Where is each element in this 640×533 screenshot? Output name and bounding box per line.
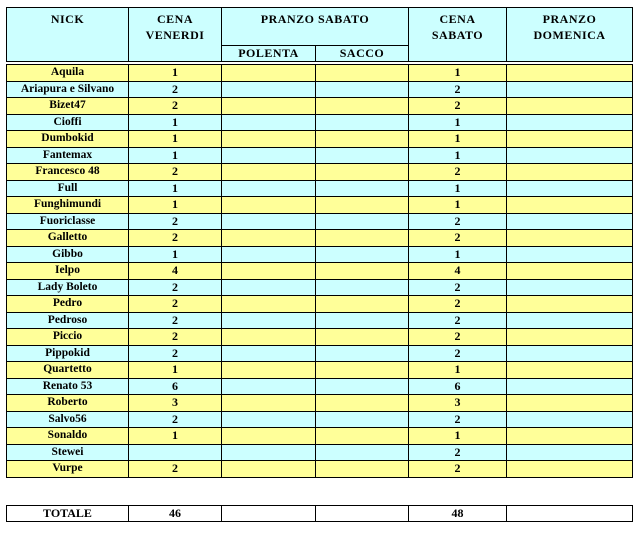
cell-polenta	[222, 147, 316, 164]
cell-polenta	[222, 345, 316, 362]
cell-cena-sabato: 1	[409, 180, 507, 197]
table-row	[7, 98, 633, 115]
cell-sacco	[316, 296, 409, 313]
cell-nick: Sonaldo	[7, 428, 129, 445]
cell-polenta	[222, 114, 316, 131]
cell-cena-venerdi: 1	[129, 147, 222, 164]
cell-cena-sabato: 2	[409, 329, 507, 346]
cell-polenta	[222, 428, 316, 445]
cell-polenta	[222, 180, 316, 197]
cell-cena-sabato: 1	[409, 428, 507, 445]
totals-section	[6, 505, 633, 522]
cell-sacco	[316, 428, 409, 445]
cell-sacco	[316, 263, 409, 280]
cell-pranzo-domenica	[507, 114, 633, 131]
cell-nick: Pedro	[7, 296, 129, 313]
table-row	[7, 444, 633, 461]
cell-nick: Salvo56	[7, 411, 129, 428]
cell-polenta	[222, 362, 316, 379]
cell-cena-sabato: 2	[409, 296, 507, 313]
cell-nick: Pippokid	[7, 345, 129, 362]
cell-pranzo-domenica	[507, 147, 633, 164]
cell-nick: Dumbokid	[7, 131, 129, 148]
cell-cena-venerdi: 1	[129, 131, 222, 148]
table-row	[7, 213, 633, 230]
cell-sacco	[316, 197, 409, 214]
cell-sacco	[316, 279, 409, 296]
table-row	[7, 461, 633, 478]
table-row	[7, 81, 633, 98]
totals-label: TOTALE	[7, 506, 129, 522]
header-pranzo-domenica: PRANZO DOMENICA	[507, 8, 633, 62]
cell-nick: Quartetto	[7, 362, 129, 379]
cell-pranzo-domenica	[507, 246, 633, 263]
cell-pranzo-domenica	[507, 444, 633, 461]
cell-cena-sabato: 4	[409, 263, 507, 280]
cell-sacco	[316, 312, 409, 329]
table-row	[7, 345, 633, 362]
cell-pranzo-domenica	[507, 164, 633, 181]
cell-cena-venerdi: 2	[129, 230, 222, 247]
cell-cena-sabato: 2	[409, 312, 507, 329]
cell-cena-sabato: 1	[409, 362, 507, 379]
cell-polenta	[222, 246, 316, 263]
cell-polenta	[222, 230, 316, 247]
cell-pranzo-domenica	[507, 312, 633, 329]
cell-pranzo-domenica	[507, 428, 633, 445]
cell-nick: Cioffi	[7, 114, 129, 131]
cell-polenta	[222, 296, 316, 313]
cell-cena-sabato: 1	[409, 65, 507, 82]
cell-sacco	[316, 131, 409, 148]
cell-polenta	[222, 131, 316, 148]
cell-polenta	[222, 65, 316, 82]
cell-cena-venerdi: 2	[129, 98, 222, 115]
cell-nick: Fantemax	[7, 147, 129, 164]
cell-nick: Full	[7, 180, 129, 197]
cell-sacco	[316, 395, 409, 412]
cell-cena-venerdi: 1	[129, 180, 222, 197]
cell-cena-venerdi: 2	[129, 296, 222, 313]
table-row	[7, 378, 633, 395]
cell-cena-sabato: 3	[409, 395, 507, 412]
cell-nick: Lady Boleto	[7, 279, 129, 296]
cell-polenta	[222, 312, 316, 329]
cell-polenta	[222, 164, 316, 181]
cell-cena-venerdi: 3	[129, 395, 222, 412]
cell-cena-venerdi: 2	[129, 164, 222, 181]
cell-polenta	[222, 444, 316, 461]
cell-pranzo-domenica	[507, 98, 633, 115]
cell-pranzo-domenica	[507, 263, 633, 280]
cell-cena-sabato: 2	[409, 81, 507, 98]
cell-nick: Ariapura e Silvano	[7, 81, 129, 98]
table-row	[7, 147, 633, 164]
cell-nick: Francesco 48	[7, 164, 129, 181]
cell-cena-sabato: 2	[409, 411, 507, 428]
cell-sacco	[316, 230, 409, 247]
cell-cena-venerdi: 4	[129, 263, 222, 280]
table-row	[7, 180, 633, 197]
totals-cena-venerdi: 46	[129, 506, 222, 522]
cell-pranzo-domenica	[507, 197, 633, 214]
table-row	[7, 197, 633, 214]
table-row	[7, 246, 633, 263]
cell-nick: Vurpe	[7, 461, 129, 478]
cell-cena-sabato: 2	[409, 279, 507, 296]
cell-nick: Stewei	[7, 444, 129, 461]
table-row	[7, 114, 633, 131]
cell-polenta	[222, 279, 316, 296]
cell-cena-sabato: 1	[409, 246, 507, 263]
cell-polenta	[222, 98, 316, 115]
cell-pranzo-domenica	[507, 279, 633, 296]
header-sacco: SACCO	[316, 46, 409, 62]
cell-sacco	[316, 81, 409, 98]
cell-cena-venerdi: 1	[129, 362, 222, 379]
totals-pranzo-domenica	[507, 506, 633, 522]
cell-cena-venerdi: 1	[129, 246, 222, 263]
cell-cena-sabato: 1	[409, 114, 507, 131]
cell-polenta	[222, 411, 316, 428]
cell-pranzo-domenica	[507, 296, 633, 313]
cell-pranzo-domenica	[507, 395, 633, 412]
cell-polenta	[222, 197, 316, 214]
cell-cena-venerdi: 1	[129, 197, 222, 214]
cell-sacco	[316, 444, 409, 461]
cell-polenta	[222, 213, 316, 230]
table-row	[7, 329, 633, 346]
cell-polenta	[222, 263, 316, 280]
totals-sacco	[316, 506, 409, 522]
table-row	[7, 411, 633, 428]
cell-nick: Pedroso	[7, 312, 129, 329]
cell-cena-sabato: 2	[409, 164, 507, 181]
cell-pranzo-domenica	[507, 378, 633, 395]
header-cena-venerdi: CENA VENERDI	[129, 8, 222, 62]
cell-nick: Piccio	[7, 329, 129, 346]
cell-pranzo-domenica	[507, 180, 633, 197]
cell-pranzo-domenica	[507, 230, 633, 247]
table-row	[7, 428, 633, 445]
cell-cena-venerdi: 6	[129, 378, 222, 395]
totals-table	[6, 505, 633, 522]
cell-sacco	[316, 329, 409, 346]
table-row	[7, 395, 633, 412]
cell-polenta	[222, 378, 316, 395]
cell-sacco	[316, 378, 409, 395]
cell-nick: Galletto	[7, 230, 129, 247]
cell-cena-venerdi: 1	[129, 114, 222, 131]
cell-cena-venerdi: 2	[129, 81, 222, 98]
cell-cena-venerdi: 2	[129, 345, 222, 362]
cell-sacco	[316, 114, 409, 131]
header-nick: NICK	[7, 8, 129, 62]
cell-cena-sabato: 2	[409, 98, 507, 115]
cell-sacco	[316, 213, 409, 230]
cell-polenta	[222, 395, 316, 412]
totals-polenta	[222, 506, 316, 522]
table-row	[7, 230, 633, 247]
cell-cena-venerdi: 2	[129, 213, 222, 230]
totals-row	[7, 506, 633, 522]
table-row	[7, 131, 633, 148]
cell-sacco	[316, 164, 409, 181]
table-row	[7, 263, 633, 280]
cell-sacco	[316, 411, 409, 428]
cell-polenta	[222, 461, 316, 478]
cell-nick: Fuoriclasse	[7, 213, 129, 230]
cell-cena-venerdi: 1	[129, 428, 222, 445]
cell-pranzo-domenica	[507, 329, 633, 346]
cell-sacco	[316, 98, 409, 115]
table-row	[7, 65, 633, 82]
cell-pranzo-domenica	[507, 131, 633, 148]
reservation-sheet	[6, 7, 633, 478]
cell-pranzo-domenica	[507, 213, 633, 230]
cell-cena-venerdi: 2	[129, 312, 222, 329]
cell-sacco	[316, 147, 409, 164]
cell-sacco	[316, 246, 409, 263]
cell-cena-sabato: 2	[409, 213, 507, 230]
totals-cena-sabato: 48	[409, 506, 507, 522]
cell-polenta	[222, 329, 316, 346]
cell-cena-venerdi: 2	[129, 279, 222, 296]
reservation-rows	[7, 65, 633, 478]
cell-polenta	[222, 81, 316, 98]
cell-cena-venerdi: 2	[129, 461, 222, 478]
cell-pranzo-domenica	[507, 411, 633, 428]
cell-sacco	[316, 180, 409, 197]
cell-nick: Gibbo	[7, 246, 129, 263]
cell-cena-venerdi: 2	[129, 411, 222, 428]
cell-nick: Aquila	[7, 65, 129, 82]
table-row	[7, 296, 633, 313]
cell-cena-sabato: 1	[409, 197, 507, 214]
cell-cena-venerdi: 2	[129, 329, 222, 346]
cell-cena-sabato: 1	[409, 147, 507, 164]
header-cena-sabato: CENA SABATO	[409, 8, 507, 62]
cell-sacco	[316, 362, 409, 379]
table-row	[7, 279, 633, 296]
header-polenta: POLENTA	[222, 46, 316, 62]
cell-cena-sabato: 2	[409, 461, 507, 478]
header-pranzo-sabato: PRANZO SABATO	[222, 8, 409, 46]
cell-pranzo-domenica	[507, 362, 633, 379]
cell-cena-sabato: 2	[409, 345, 507, 362]
cell-pranzo-domenica	[507, 345, 633, 362]
cell-cena-sabato: 1	[409, 131, 507, 148]
cell-cena-venerdi	[129, 444, 222, 461]
cell-nick: Roberto	[7, 395, 129, 412]
cell-cena-sabato: 6	[409, 378, 507, 395]
cell-pranzo-domenica	[507, 461, 633, 478]
cell-pranzo-domenica	[507, 65, 633, 82]
cell-cena-venerdi: 1	[129, 65, 222, 82]
table-row	[7, 362, 633, 379]
table-row	[7, 312, 633, 329]
cell-cena-sabato: 2	[409, 444, 507, 461]
cell-sacco	[316, 65, 409, 82]
reservation-table	[6, 7, 633, 478]
cell-sacco	[316, 345, 409, 362]
table-row	[7, 164, 633, 181]
cell-cena-sabato: 2	[409, 230, 507, 247]
cell-nick: Renato 53	[7, 378, 129, 395]
cell-nick: Funghimundi	[7, 197, 129, 214]
cell-pranzo-domenica	[507, 81, 633, 98]
cell-nick: Bizet47	[7, 98, 129, 115]
cell-nick: Ielpo	[7, 263, 129, 280]
cell-sacco	[316, 461, 409, 478]
